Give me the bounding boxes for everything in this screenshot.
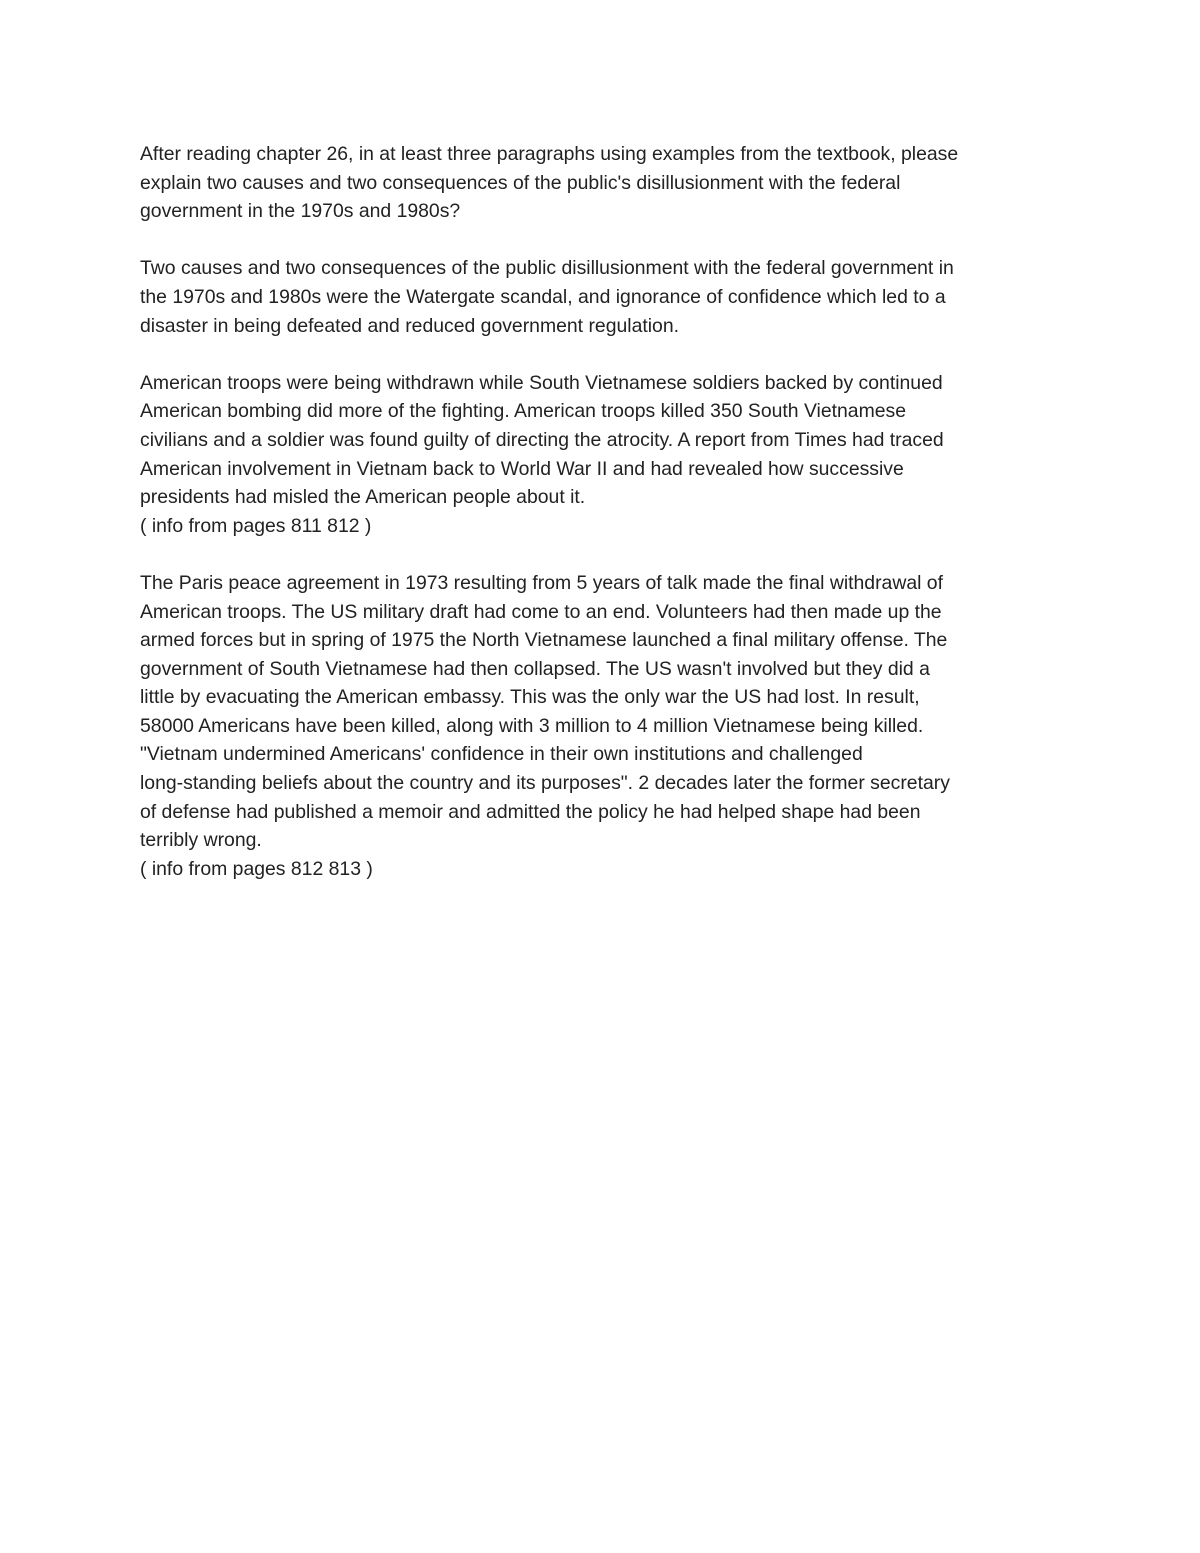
text-line: of defense had published a memoir and admitted the policy he had helped shape had been	[140, 800, 921, 823]
text-line: explain two causes and two consequences of the public's disillusionment with the federal	[140, 171, 901, 194]
text-line: presidents had misled the American people about it.	[140, 486, 586, 509]
text-line: American bombing did more of the fighting. American troops killed 350 South Vietnamese	[140, 400, 907, 423]
text-line: the 1970s and 1980s were the Watergate scandal, and ignorance of confidence which led to a	[140, 285, 946, 308]
text-line: American involvement in Vietnam back to World War II and had revealed how successive	[140, 457, 904, 480]
text-line: long-standing beliefs about the country and its purposes". 2 decades later the former secretary	[140, 772, 950, 795]
text-line: Two causes and two consequences of the public disillusionment with the federal government in	[140, 257, 954, 280]
citation-line: ( info from pages 811 812 )	[140, 514, 372, 537]
text-line: terribly wrong.	[140, 829, 262, 852]
question-paragraph	[140, 140, 1070, 226]
text-line: After reading chapter 26, in at least three paragraphs using examples from the textbook, please	[140, 143, 959, 165]
text-line: government of South Vietnamese had then collapsed. The US wasn't involved but they did a	[140, 657, 930, 680]
text-line: armed forces but in spring of 1975 the North Vietnamese launched a final military offense. The	[140, 629, 948, 652]
text-line: little by evacuating the American embassy. This was the only war the US had lost. In result,	[140, 686, 920, 709]
body-paragraph-1	[140, 369, 1070, 541]
text-line: American troops were being withdrawn while South Vietnamese soldiers backed by continued	[140, 371, 943, 394]
body-paragraph-2	[140, 569, 1070, 884]
text-line: American troops. The US military draft had come to an end. Volunteers had then made up the	[140, 600, 942, 623]
text-line: government in the 1970s and 1980s?	[140, 200, 461, 223]
text-line: "Vietnam undermined Americans' confidence in their own institutions and challenged	[140, 743, 863, 766]
document-body	[140, 140, 1070, 912]
text-line: 58000 Americans have been killed, along with 3 million to 4 million Vietnamese being killed.	[140, 714, 924, 737]
text-line: civilians and a soldier was found guilty of directing the atrocity. A report from Times had traced	[140, 428, 944, 451]
text-line: disaster in being defeated and reduced government regulation.	[140, 314, 679, 337]
citation-line: ( info from pages 812 813 )	[140, 857, 373, 880]
thesis-paragraph	[140, 254, 1070, 340]
text-line: The Paris peace agreement in 1973 resulting from 5 years of talk made the final withdrawal of	[140, 571, 943, 594]
